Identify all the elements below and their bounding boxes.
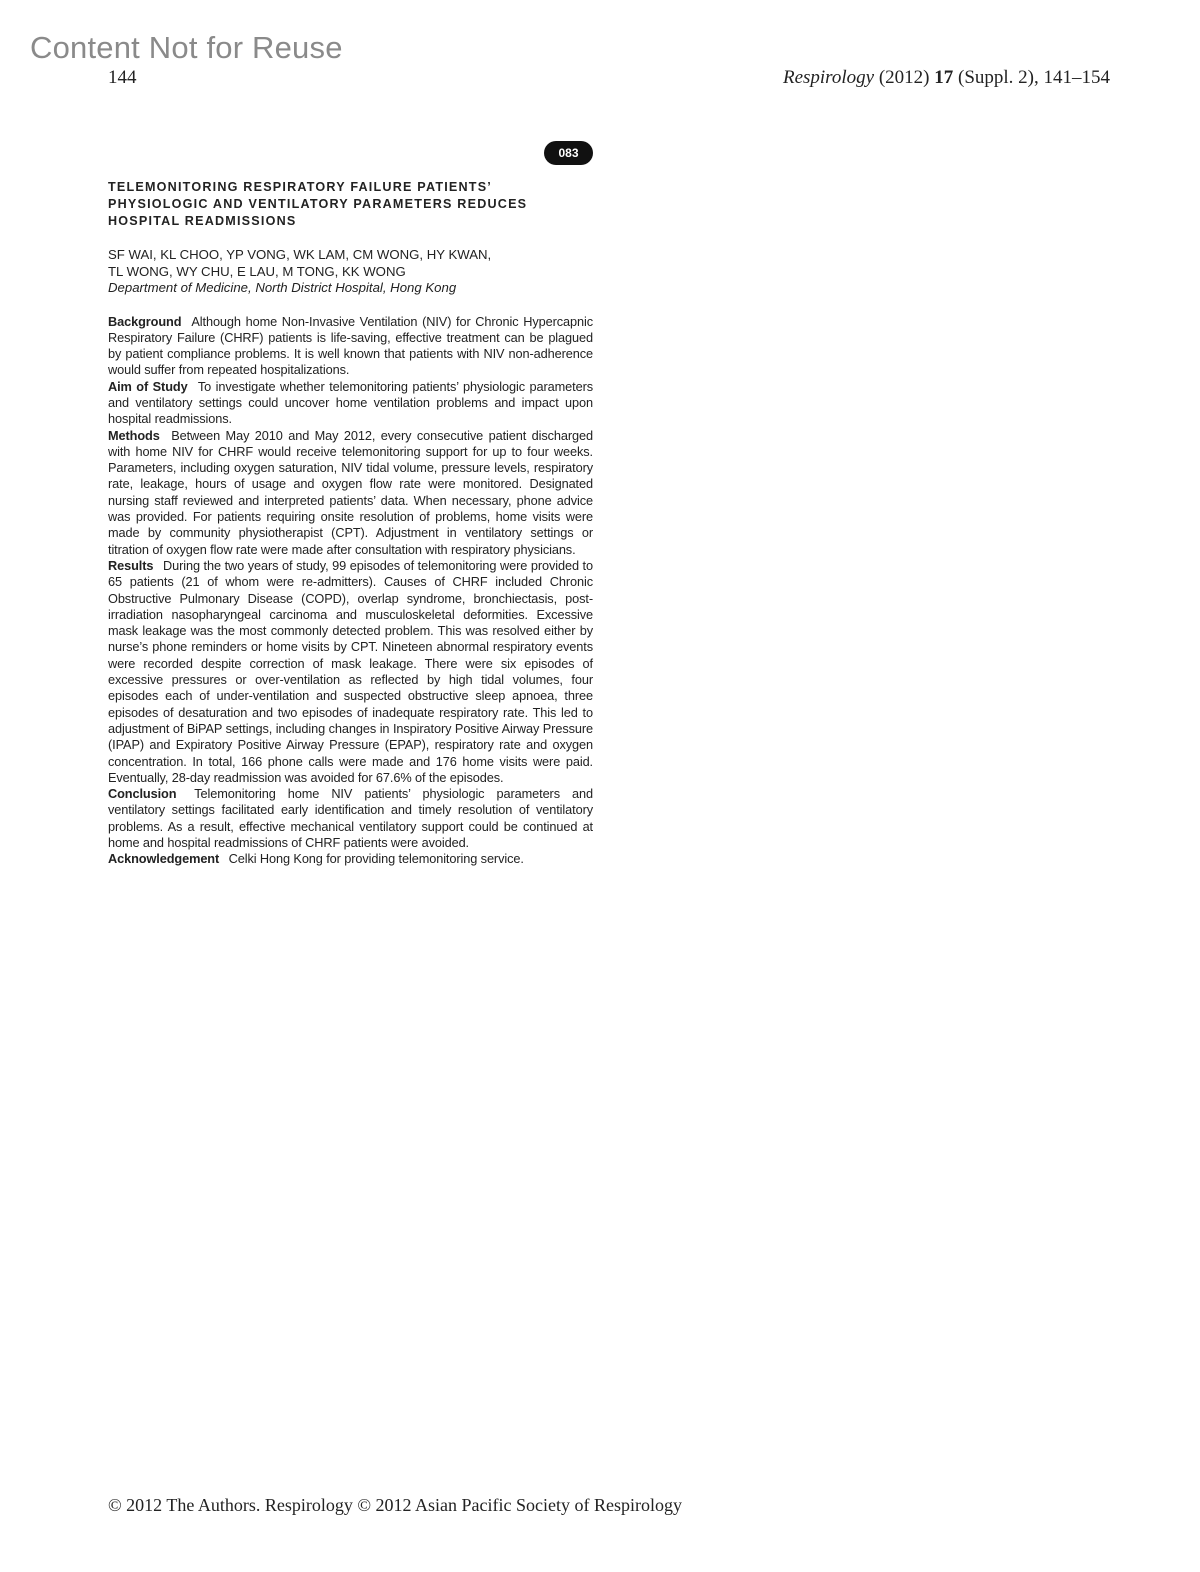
- journal-volume: 17: [934, 67, 954, 88]
- section-text: To investigate whether telemonitoring patients’ physiologic parameters and ventilatory settings could uncover home ventilation problems and impact upon hospital readmissions.: [108, 378, 594, 427]
- journal-issue-pages: (Suppl. 2), 141–154: [958, 67, 1110, 88]
- authors-block: [108, 247, 593, 297]
- title-line: PHYSIOLOGIC AND VENTILATORY PARAMETERS REDUCES: [108, 197, 528, 211]
- section-text: Celki Hong Kong for providing telemonitoring service.: [228, 851, 524, 867]
- section-aim: [108, 379, 593, 428]
- section-background: [108, 314, 593, 379]
- section-heading: Background: [108, 313, 182, 329]
- section-heading: Methods: [108, 427, 160, 443]
- title-line: TELEMONITORING RESPIRATORY FAILURE PATIENTS’: [108, 180, 492, 194]
- section-results: [108, 558, 593, 786]
- section-heading: Results: [108, 557, 154, 573]
- section-text: Telemonitoring home NIV patients’ physiologic parameters and ventilatory settings facilitated early identification and timely resolution of ventilatory problems. As a result, effective mechanical ventilatory support could be continued at home and hospital readmissions of CHRF patients were avoided.: [108, 786, 593, 850]
- section-text: Between May 2010 and May 2012, every consecutive patient discharged with home NIV for CHRF would receive telemonitoring support for up to four weeks. Parameters, including oxygen saturation, NIV tidal volume, pressure levels, respiratory rate, leakage, hours of usage and oxygen flow rate were monitored. Designated nursing staff reviewed and interpreted patients’ data. When necessary, phone advice was provided. For patients requiring onsite resolution of problems, home visits were made by community physiotherapist (CPT). Adjustment in ventilatory settings or titration of oxygen flow rate were made after consultation with respiratory physicians.: [108, 427, 593, 557]
- watermark: Content Not for Reuse: [30, 30, 343, 65]
- section-acknowledgement: [108, 851, 593, 867]
- title-line: HOSPITAL READMISSIONS: [108, 214, 297, 228]
- section-text: During the two years of study, 99 episodes of telemonitoring were provided to 65 patients (21 of whom were re-admitters). Causes of CHRF included Chronic Obstructive Pulmonary Disease (COPD), overlap syndrome, bronchiectasis, post-irradiation nasopharyngeal carcinoma and musculoskeletal deformities. Excessive mask leakage was the most commonly detected problem. This was resolved either by nurse’s phone reminders or home visits by CPT. Nineteen abnormal respiratory events were recorded despite correction of mask leakage. There were six episodes of excessive pressures or over-ventilation as reflected by high tidal volumes, four episodes each of under-ventilation and suspected obstructive sleep apnoea, three episodes of desaturation and two episodes of inadequate respiratory rate. This led to adjustment of BiPAP settings, including changes in Inspiratory Positive Airway Pressure (IPAP) and Expiratory Positive Airway Pressure (EPAP), respiratory rate and oxygen concentration. In total, 166 phone calls were made and 176 home visits were paid. Eventually, 28-day readmission was avoided for 67.6% of the episodes.: [108, 557, 593, 785]
- journal-name: Respirology: [782, 67, 875, 88]
- copyright-footer: © 2012 The Authors. Respirology © 2012 Asian Pacific Society of Respirology: [108, 1495, 682, 1515]
- page-number: 144: [108, 67, 137, 88]
- section-heading: Conclusion: [108, 786, 177, 802]
- journal-year: (2012): [878, 67, 930, 88]
- author-line: SF WAI, KL CHOO, YP VONG, WK LAM, CM WONG, HY KWAN,: [108, 247, 492, 262]
- abstract-number-badge: 083: [544, 141, 593, 165]
- author-line: TL WONG, WY CHU, E LAU, M TONG, KK WONG: [108, 263, 406, 279]
- section-text: Although home Non-Invasive Ventilation (NIV) for Chronic Hypercapnic Respiratory Failure (CHRF) patients is life-saving, effective treatment can be plagued by patient compliance problems. It is well known that patients with NIV non-adherence would suffer from repeated hospitalizations.: [108, 313, 593, 378]
- section-methods: [108, 428, 593, 558]
- section-conclusion: [108, 786, 593, 851]
- affiliation: Department of Medicine, North District Hospital, Hong Kong: [108, 280, 457, 295]
- abstract-title: [108, 179, 593, 230]
- section-heading: Aim of Study: [108, 378, 188, 394]
- running-head: [783, 67, 1110, 89]
- section-heading: Acknowledgement: [108, 851, 220, 867]
- abstract-body: [108, 314, 593, 868]
- abstract-column: [108, 179, 593, 868]
